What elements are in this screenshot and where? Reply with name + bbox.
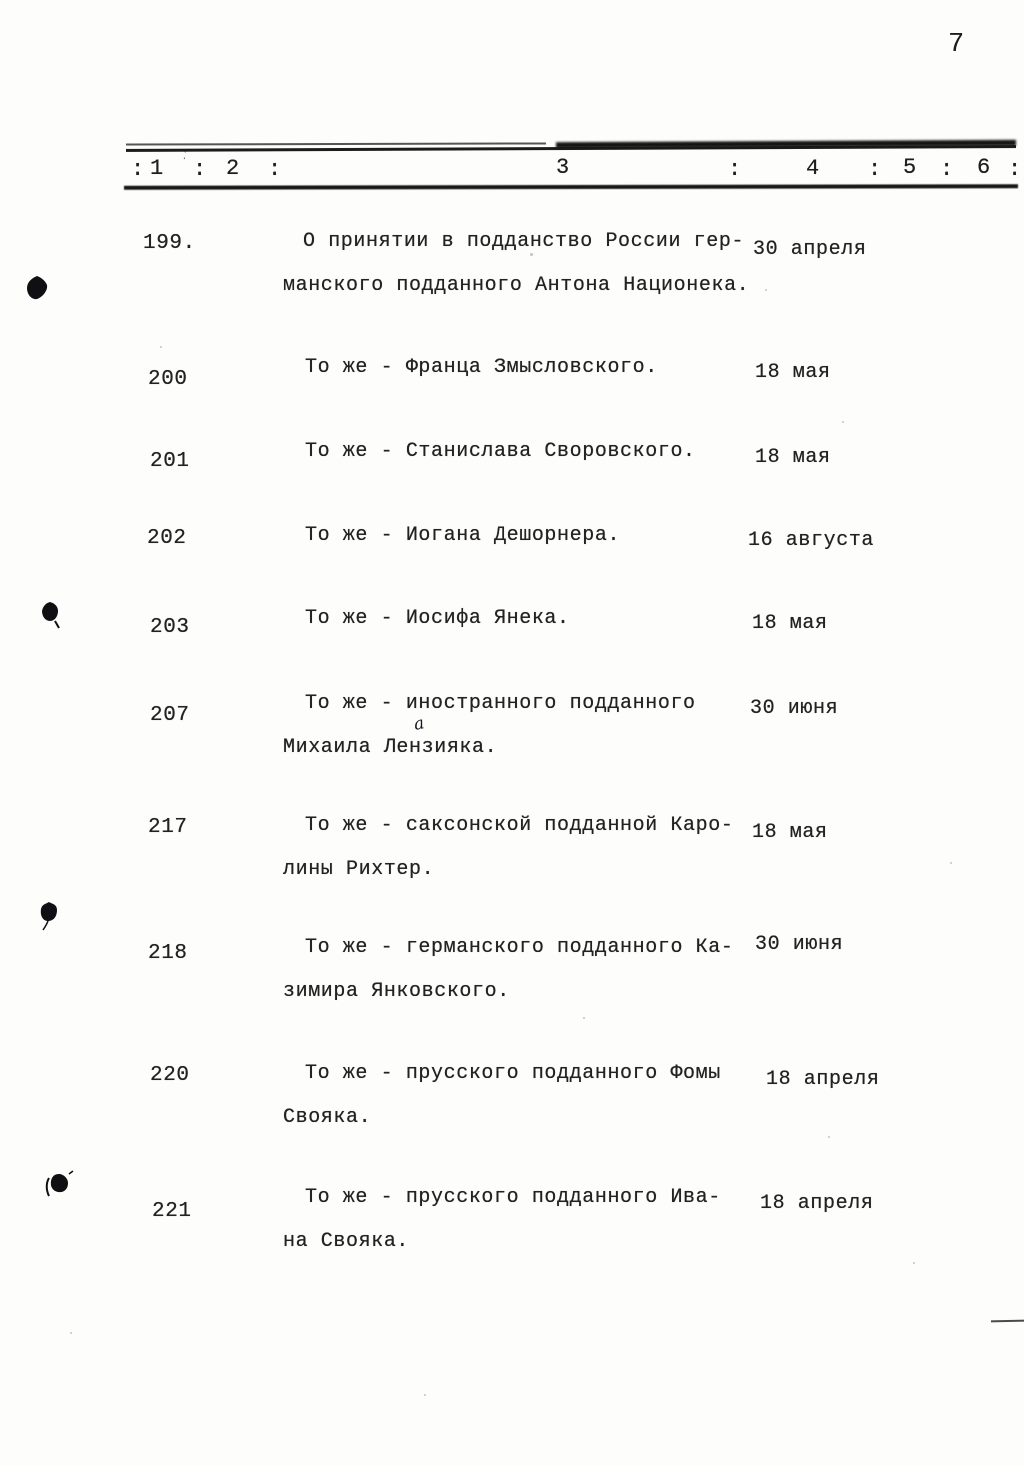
table-top-rule-thin — [126, 142, 546, 145]
row-description-line: То же - Станислава Своровского. — [305, 440, 696, 463]
row-description-line: То же - Иогана Дешорнера. — [305, 524, 621, 547]
row-description-line: То же - саксонской подданной Каро- — [305, 814, 734, 837]
row-date: 18 апреля — [760, 1192, 874, 1215]
row-date: 18 апреля — [766, 1068, 880, 1091]
row-number: 201 — [150, 450, 190, 473]
row-number: 200 — [148, 368, 188, 391]
column-header-6: 6 — [977, 155, 991, 180]
scan-speck — [70, 1332, 72, 1334]
row-date: 30 апреля — [753, 238, 867, 261]
scan-speck — [765, 289, 767, 291]
column-separator: : — [1008, 157, 1022, 182]
ink-blot-icon — [26, 276, 50, 302]
row-date: 30 июня — [750, 697, 839, 720]
row-number: 218 — [148, 942, 188, 965]
scan-speck — [913, 1262, 915, 1264]
column-separator: : — [728, 157, 742, 182]
column-header-4: 4 — [806, 156, 820, 181]
column-header-1: 1 — [150, 156, 164, 181]
row-description-line: То же - иностранного подданного — [305, 692, 696, 715]
row-date: 18 мая — [755, 446, 831, 469]
table-header-bottom-rule — [124, 184, 1018, 190]
column-header-2: 2 — [226, 156, 240, 181]
row-description-line: зимира Янковского. — [283, 980, 510, 1003]
row-date: 18 мая — [755, 361, 831, 384]
row-number: 207 — [150, 704, 190, 727]
row-description-line: То же - прусского подданного Ива- — [305, 1186, 721, 1209]
row-number: 220 — [150, 1064, 190, 1087]
row-description-line: То же - Иосифа Янека. — [305, 607, 570, 630]
row-number: 203 — [150, 616, 190, 639]
row-description-line: То же - германского подданного Ка- — [305, 936, 734, 959]
ink-blot-icon — [41, 602, 63, 630]
column-separator: : — [940, 157, 954, 182]
row-description-line: лины Рихтер. — [283, 858, 435, 881]
row-description-line: Михаила Лензияка. — [283, 736, 498, 759]
ink-smudge: ⁚ — [182, 150, 187, 164]
column-separator: : — [193, 157, 207, 182]
scan-speck — [530, 253, 533, 256]
scan-speck — [583, 1017, 585, 1019]
scan-speck — [950, 862, 952, 864]
column-separator: : — [868, 157, 882, 182]
row-description-line: манского подданного Антона Национека. — [283, 274, 750, 297]
column-header-5: 5 — [903, 155, 917, 180]
row-number: 217 — [148, 816, 188, 839]
column-header-3: 3 — [556, 155, 570, 180]
row-description-line: Свояка. — [283, 1106, 372, 1129]
scan-speck — [424, 1394, 426, 1396]
scan-speck — [160, 346, 162, 348]
handwritten-correction: а — [412, 713, 427, 735]
row-description-line: То же - Франца Змысловского. — [305, 356, 658, 379]
column-separator: : — [268, 157, 282, 182]
scan-speck — [828, 1136, 830, 1138]
row-number: 221 — [152, 1200, 192, 1223]
row-date: 18 мая — [752, 612, 828, 635]
row-date: 18 мая — [752, 821, 828, 844]
row-number: 199. — [143, 232, 196, 255]
bottom-margin-line — [991, 1320, 1024, 1323]
ink-blot-icon — [40, 902, 60, 932]
row-number: 202 — [147, 527, 187, 550]
row-description-line: То же - прусского подданного Фомы — [305, 1062, 721, 1085]
row-date: 16 августа — [748, 529, 875, 552]
row-description-line: О принятии в подданство России гер- — [303, 230, 745, 253]
row-date: 30 июня — [755, 933, 844, 956]
column-separator: : — [131, 157, 145, 182]
row-description-line: на Свояка. — [283, 1230, 410, 1253]
ink-blot-icon — [42, 1170, 74, 1202]
scan-speck — [842, 421, 844, 423]
page-number: 7 — [948, 30, 966, 60]
